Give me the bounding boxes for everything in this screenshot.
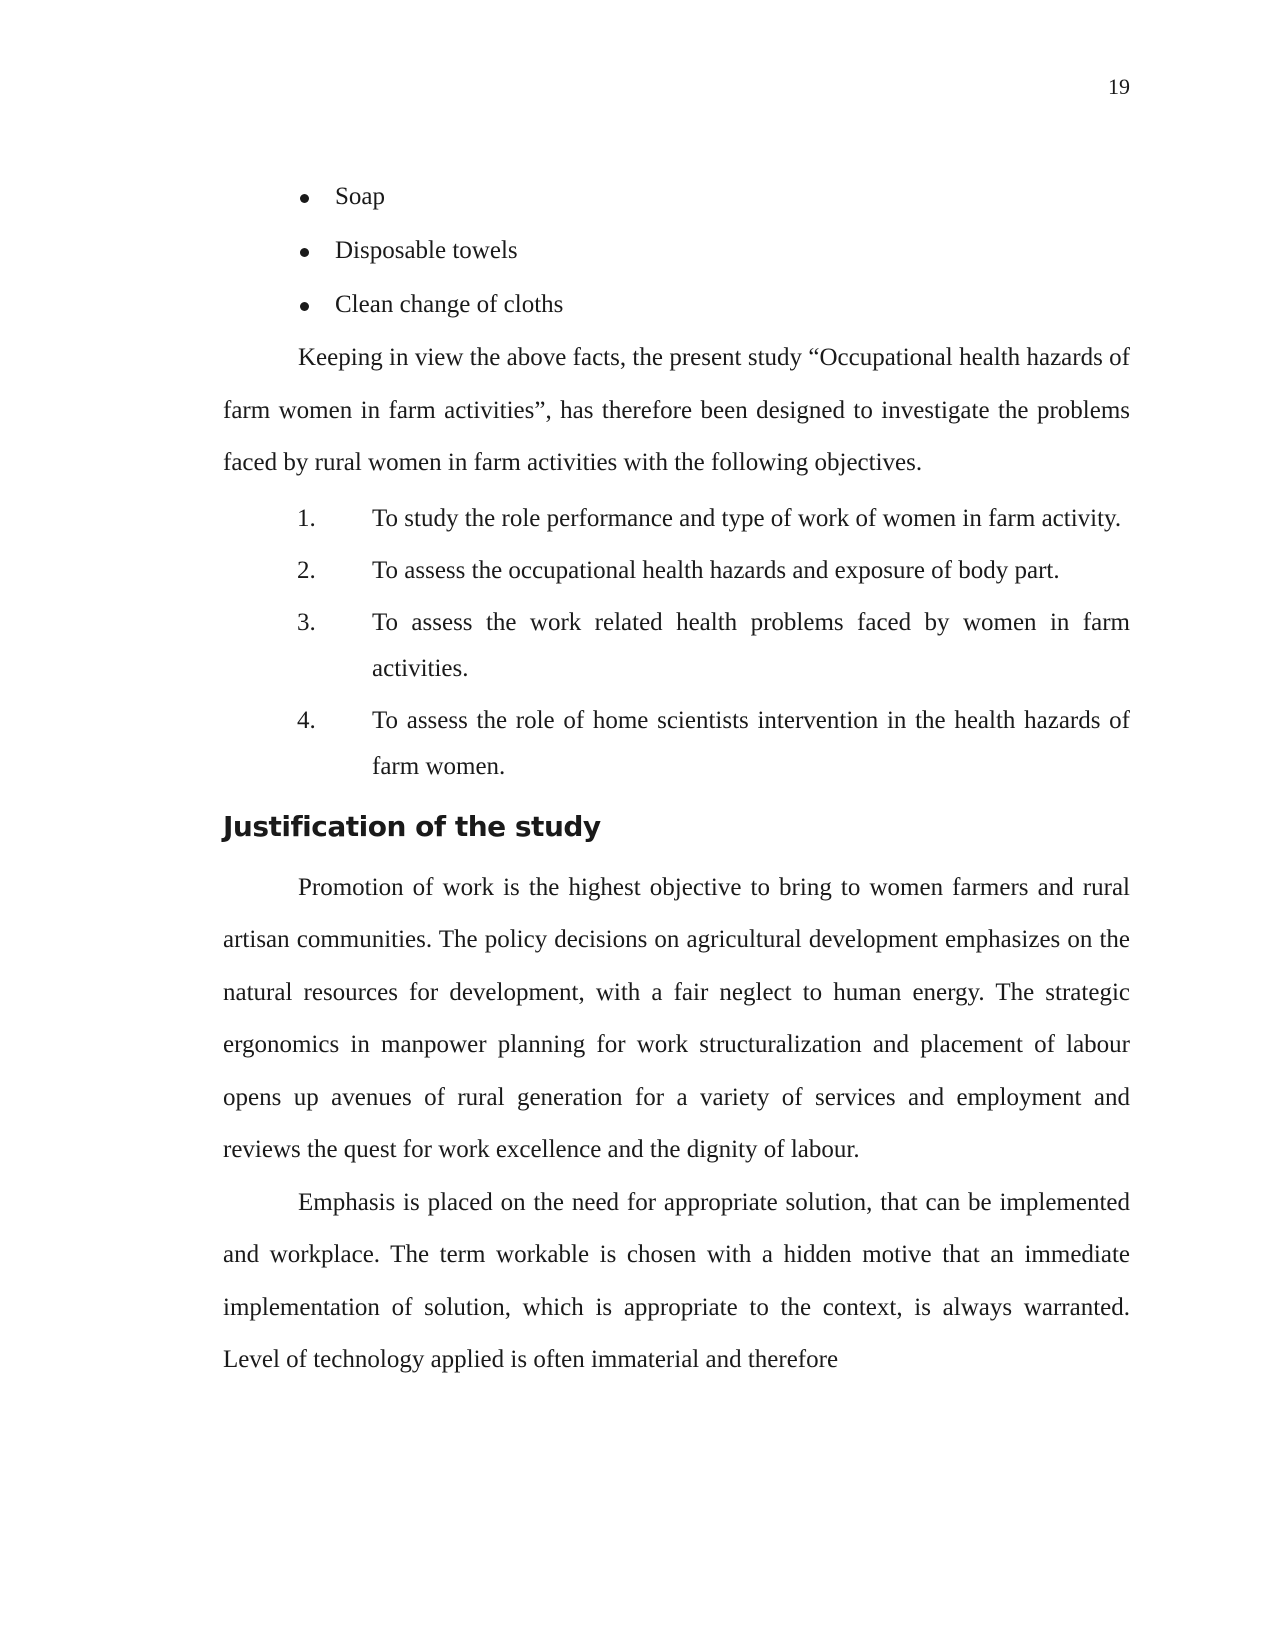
list-item bbox=[223, 224, 1130, 278]
bullet-list bbox=[223, 170, 1130, 332]
item-text: To assess the role of home scientists intervention in the health hazards of farm women. bbox=[372, 706, 1130, 780]
item-text: To assess the work related health problems faced by women in farm activities. bbox=[372, 608, 1130, 682]
section-heading: Justification of the study bbox=[223, 809, 601, 843]
list-item bbox=[223, 600, 1130, 692]
item-number: 2. bbox=[297, 556, 316, 584]
page-number: 19 bbox=[1108, 74, 1130, 99]
item-text: To assess the occupational health hazards and exposure of body part. bbox=[372, 556, 1060, 584]
objectives-list bbox=[223, 496, 1130, 790]
item-number: 4. bbox=[297, 706, 316, 734]
list-item-text: Disposable towels bbox=[335, 237, 518, 264]
list-item bbox=[223, 548, 1130, 594]
list-item-text: Clean change of cloths bbox=[335, 291, 564, 318]
document-body bbox=[223, 170, 1130, 1387]
list-item bbox=[223, 496, 1130, 542]
item-number: 3. bbox=[297, 608, 316, 636]
list-item bbox=[223, 170, 1130, 224]
list-item-text: Soap bbox=[335, 183, 385, 210]
bullet-icon bbox=[300, 194, 309, 203]
item-text: To study the role performance and type of work of women in farm activity. bbox=[372, 504, 1122, 532]
bullet-icon bbox=[300, 248, 309, 257]
list-item bbox=[223, 278, 1130, 332]
justification-paragraph-2: Emphasis is placed on the need for appropriate solution, that can be implemented and workplace. The term workable is chosen with a hidden motive that an immediate implementation of solution, which is appropriate to the context, is always warranted. Level of technology applied is often immaterial and therefore bbox=[223, 1188, 1130, 1373]
intro-paragraph: Keeping in view the above facts, the present study “Occupational health hazards of farm women in farm activities”, has therefore been designed to investigate the problems faced by rural women in farm activities with the following objectives. bbox=[223, 344, 1130, 476]
justification-paragraph-1: Promotion of work is the highest objective to bring to women farmers and rural artisan communities. The policy decisions on agricultural development emphasizes on the natural resources for development, with a fair neglect to human energy. The strategic ergonomics in manpower planning for work structuralization and placement of labour opens up avenues of rural generation for a variety of services and employment and reviews the quest for work excellence and the dignity of labour. bbox=[223, 873, 1130, 1163]
bullet-icon bbox=[300, 302, 309, 311]
list-item bbox=[223, 698, 1130, 790]
item-number: 1. bbox=[297, 504, 316, 532]
